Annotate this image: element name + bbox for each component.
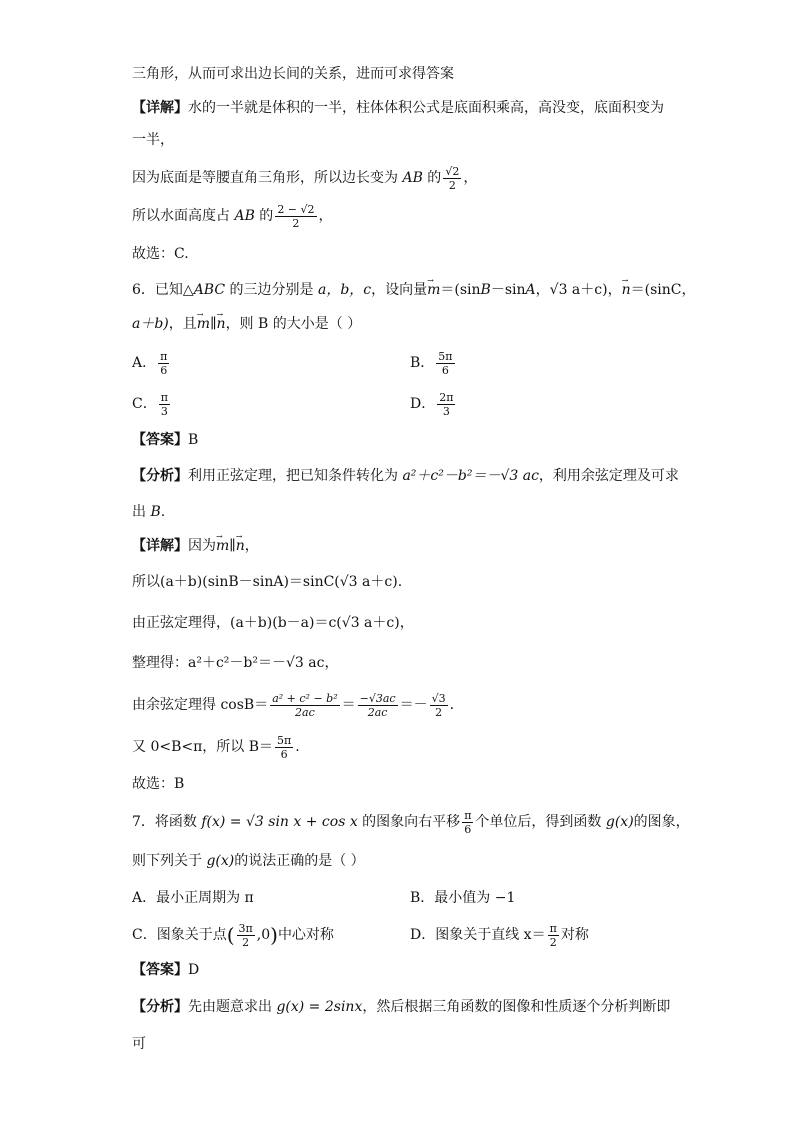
text: 出 (132, 504, 151, 520)
question-7-stem-cont (132, 851, 365, 871)
vector-n: → n (236, 536, 245, 556)
detail-line (132, 730, 300, 764)
numerator: π (160, 349, 168, 363)
detail-tag: 【详解】 (132, 100, 188, 116)
text: 个单位后，得到函数 (475, 814, 606, 830)
math-var: AB (402, 170, 423, 186)
text: 因为底面是等腰直角三角形，所以边长变为 (132, 170, 403, 186)
numerator: a² + c² − b² (272, 691, 338, 705)
text: C．图象关于点 (132, 927, 227, 943)
answer-value: B (188, 432, 199, 448)
option-label: C． (132, 396, 157, 412)
denominator: 2 (292, 216, 300, 230)
denominator: 6 (280, 747, 288, 761)
text: 利用正弦定理，把已知条件转化为 (188, 468, 403, 484)
numerator: √3 (431, 691, 446, 705)
denominator: 6 (464, 822, 472, 836)
text: 故选：C. (132, 246, 189, 262)
option-text: A．最小正周期为 π (132, 890, 254, 906)
text: ，√3 a＋c)， (535, 282, 622, 298)
text-line (132, 160, 477, 196)
fraction (275, 203, 316, 230)
text: ，利用余弦定理及可求 (538, 468, 679, 484)
text: 又 0<B<π，所以 B＝ (132, 739, 274, 755)
fraction (548, 922, 559, 949)
text: ，则 B 的大小是（ ） (225, 316, 362, 332)
answer-line (132, 430, 198, 450)
math-var: B (150, 504, 161, 520)
denominator: 2ac (295, 705, 315, 719)
text: 的 (422, 170, 442, 186)
analysis-line (132, 997, 670, 1017)
fraction (462, 809, 473, 836)
text: 故选：B (132, 776, 185, 792)
answer-value: D (188, 962, 200, 978)
fraction (358, 692, 398, 719)
numerator: 5π (438, 349, 453, 363)
text: ， (463, 170, 478, 186)
text: 三角形，从而可求出边长间的关系，进而可求得答案 (132, 66, 454, 82)
math-expr: a＋b) (132, 316, 169, 332)
option-label: B． (410, 355, 435, 371)
denominator: 2 (448, 178, 456, 192)
text: 所以水面高度占 (132, 208, 235, 224)
text: ＝－ (399, 697, 428, 713)
denominator: 3 (160, 404, 168, 418)
fraction (430, 692, 448, 719)
text: 可 (132, 1036, 146, 1052)
detail-line (132, 572, 402, 592)
numerator: π (464, 808, 472, 822)
text: 的图象， (633, 814, 690, 830)
math-var: ABC (193, 282, 226, 298)
vector-m: → m (216, 536, 229, 556)
text: 的说法正确的是（ ） (234, 853, 365, 869)
option-7d (410, 916, 589, 954)
text: －sin (490, 282, 526, 298)
fraction (275, 734, 293, 761)
option-7a (132, 888, 254, 908)
numerator: π (160, 390, 168, 404)
text: 的 (254, 208, 274, 224)
numerator: 2 − √2 (277, 202, 315, 216)
detail-line (132, 686, 454, 724)
detail-line (132, 613, 414, 633)
math-var: B (480, 282, 491, 298)
denominator: 2 (435, 705, 443, 719)
text-line (132, 130, 174, 150)
analysis-line-cont (132, 1034, 146, 1054)
text-line (132, 64, 454, 84)
denominator: 3 (442, 404, 450, 418)
text-line (132, 244, 189, 264)
text: ＝(sinC， (630, 282, 696, 298)
parallel-symbol: ∥ (210, 316, 217, 332)
numerator: π (549, 921, 557, 935)
math-expr: g(x) (206, 853, 235, 869)
option-c (132, 386, 172, 422)
math-expr: a²＋c²－b²＝－√3 ac (402, 468, 539, 484)
text: . (295, 739, 300, 755)
vector-n: → n (217, 314, 226, 334)
numerator: √2 (445, 164, 460, 178)
detail-tag: 【详解】 (132, 538, 188, 554)
text: 中心对称 (277, 927, 334, 943)
math-expr: g(x) = 2sinx (276, 999, 363, 1015)
math-var: AB (234, 208, 255, 224)
analysis-tag: 【分析】 (132, 468, 188, 484)
math-expr: 整理得：a²＋c²－b²＝－√3 ac， (132, 655, 339, 671)
fraction (158, 350, 169, 377)
text: 一半， (132, 132, 174, 148)
paren-close: ) (270, 923, 278, 947)
math-expr: g(x) (605, 814, 634, 830)
fraction (159, 391, 170, 418)
vector-n: → n (622, 280, 631, 300)
text: 水的一半就是体积的一半，柱体体积公式是底面积乘高，高没变，底面积变为 (188, 100, 664, 116)
text: ，然后根据三角函数的图像和性质逐个分析判断即 (362, 999, 671, 1015)
option-b (410, 345, 457, 381)
text: 的三边分别是 (225, 282, 318, 298)
text: ＝(sin (440, 282, 481, 298)
text: 由余弦定理得 cosB＝ (132, 697, 269, 713)
text: 6．已知△ (132, 282, 194, 298)
fraction (437, 391, 455, 418)
text: . (160, 504, 166, 520)
option-a (132, 345, 171, 381)
parallel-symbol: ∥ (229, 538, 236, 554)
text: 先由题意求出 (188, 999, 277, 1015)
text: 则下列关于 (132, 853, 207, 869)
numerator: 3π (238, 921, 253, 935)
math-expr: f(x) = √3 sin x + cos x (201, 814, 358, 830)
text: ,0 (256, 927, 271, 943)
option-text: B．最小值为 −1 (410, 890, 516, 906)
text: ， (244, 538, 259, 554)
text: ＝ (341, 697, 356, 713)
math-expr: 所以(a＋b)(sinB－sinA)＝sinC(√3 a＋c). (132, 574, 403, 590)
answer-line (132, 960, 199, 980)
paren-open: ( (226, 923, 235, 947)
question-6-stem-cont (132, 314, 361, 334)
answer-tag: 【答案】 (132, 432, 188, 448)
text: 对称 (560, 927, 589, 943)
text: 7．将函数 (132, 814, 202, 830)
option-label: A． (132, 355, 157, 371)
denominator: 2 (549, 935, 557, 949)
text: 的图象向右平移 (357, 814, 461, 830)
answer-tag: 【答案】 (132, 962, 188, 978)
text: ， (318, 208, 333, 224)
vector-m: → m (427, 280, 440, 300)
detail-line (132, 774, 184, 794)
option-7c (132, 916, 334, 954)
fraction (443, 165, 461, 192)
fraction (270, 692, 339, 719)
text: D．图象关于直线 x＝ (410, 927, 546, 943)
math-var: A (525, 282, 536, 298)
text-line (132, 98, 664, 118)
detail-line (132, 536, 259, 556)
vector-m: → m (197, 314, 210, 334)
question-7-stem (132, 805, 690, 839)
analysis-line-cont (132, 502, 165, 522)
math-expr: 由正弦定理得，(a＋b)(b－a)＝c(√3 a＋c)， (132, 615, 414, 631)
text: . (449, 697, 455, 713)
denominator: 2ac (367, 705, 388, 719)
analysis-tag: 【分析】 (132, 999, 188, 1015)
fraction (436, 350, 454, 377)
option-d (410, 386, 457, 422)
text: ，且 (168, 316, 197, 332)
text-line (132, 198, 333, 234)
numerator: 5π (277, 733, 292, 747)
detail-line (132, 653, 338, 673)
fraction (237, 922, 255, 949)
numerator: −√3ac (359, 691, 396, 705)
analysis-line (132, 466, 679, 486)
option-7b (410, 888, 515, 908)
denominator: 6 (160, 363, 168, 377)
math-var: a，b，c (317, 282, 372, 298)
option-label: D． (410, 396, 436, 412)
numerator: 2π (439, 390, 454, 404)
denominator: 6 (441, 363, 449, 377)
question-6-stem (132, 280, 695, 300)
denominator: 2 (242, 935, 250, 949)
text: 因为 (188, 538, 216, 554)
text: ，设向量 (371, 282, 428, 298)
